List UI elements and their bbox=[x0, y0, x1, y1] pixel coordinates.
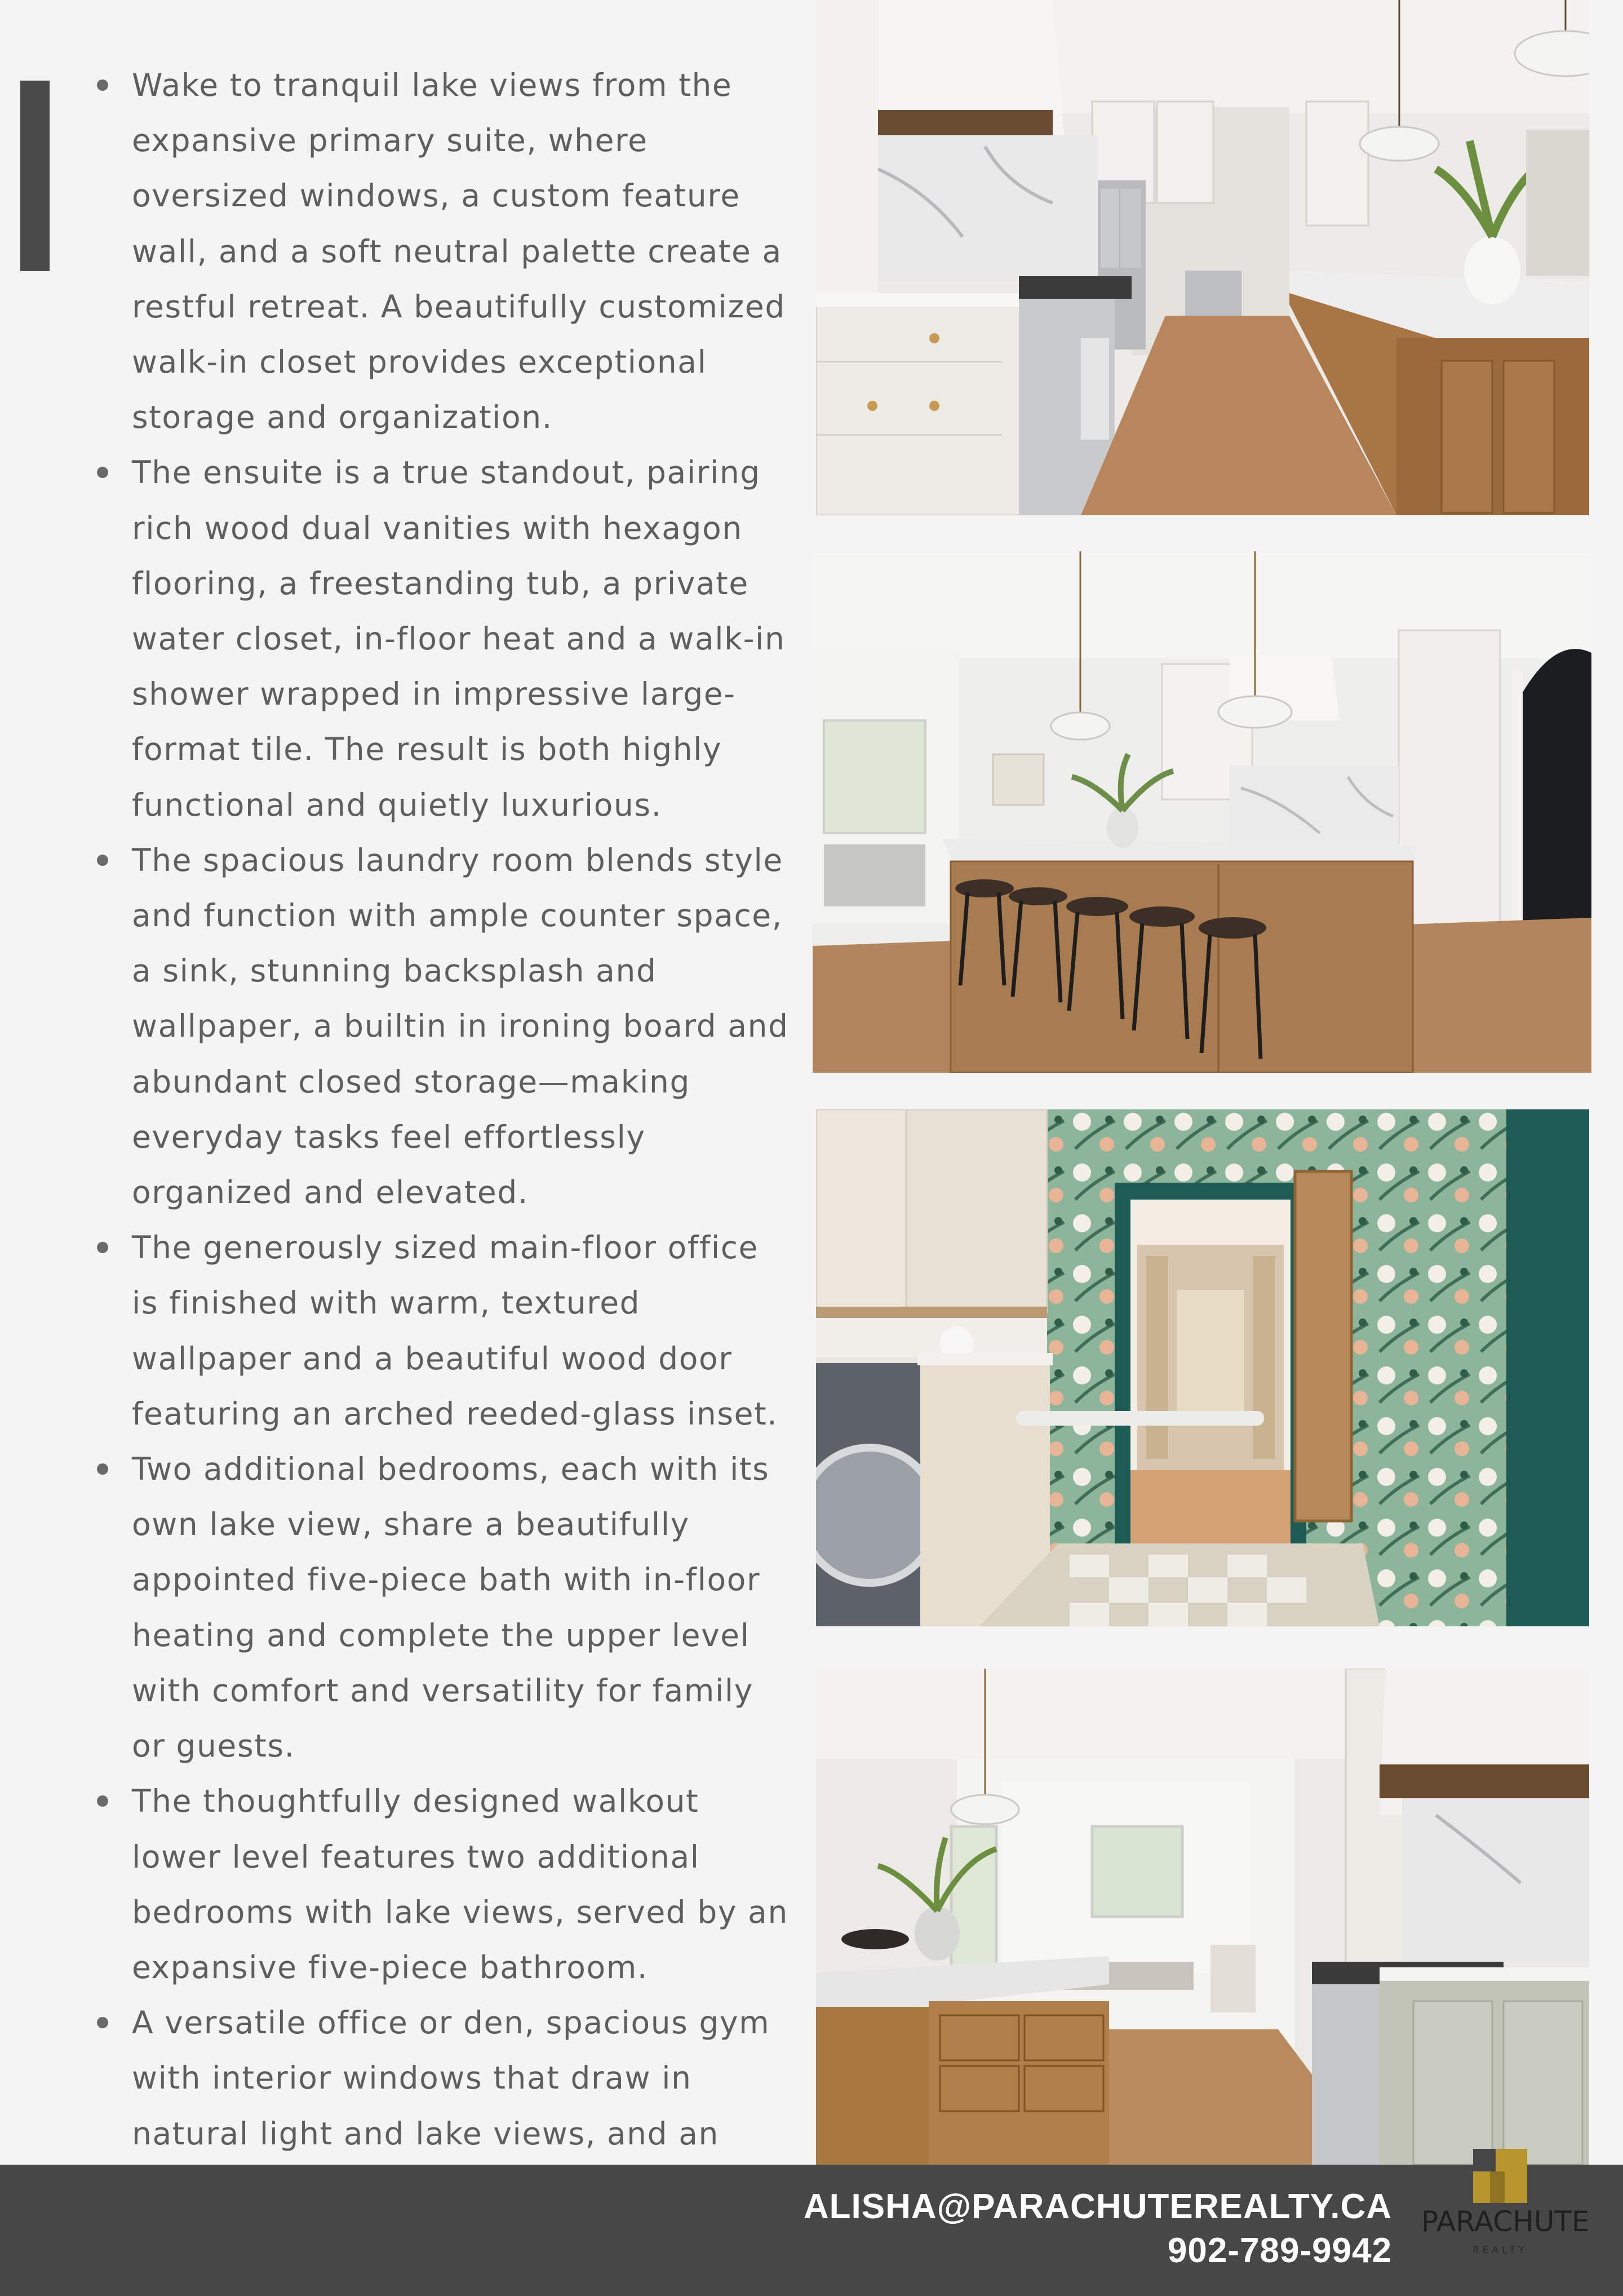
feature-text: The generously sized main-floor office is finished with warm, textured wallpaper and a beautiful wood door featuring an arched reeded-glass inset. bbox=[132, 1229, 778, 1432]
logo-sub: REALTY bbox=[1472, 2245, 1528, 2256]
feature-item bbox=[97, 1441, 796, 1773]
footer-bar bbox=[0, 2165, 1623, 2296]
feature-item bbox=[97, 1220, 796, 1441]
logo-brand: PARACHUTE bbox=[1421, 2205, 1590, 2238]
feature-item bbox=[97, 1773, 796, 1995]
bullet-icon bbox=[97, 2017, 108, 2028]
bullet-icon bbox=[97, 1463, 108, 1475]
kitchen-photo-1 bbox=[816, 0, 1589, 515]
contact-email[interactable]: ALISHA@PARACHUTEREALTY.CA bbox=[803, 2187, 1392, 2226]
feature-item bbox=[97, 833, 796, 1220]
bullet-icon bbox=[97, 1242, 108, 1253]
feature-text: The thoughtfully designed walkout lower level features two additional bedrooms with lake views, served by an expansive five-piece bathroom. bbox=[132, 1783, 788, 1985]
feature-text: A versatile office or den, spacious gym with interior windows that draw in natural light and lake views, and an bbox=[132, 2005, 770, 2152]
accent-bar bbox=[20, 81, 50, 271]
feature-text: Wake to tranquil lake views from the expansive primary suite, where oversized windows, a custom feature wall, and a soft neutral palette create a restful retreat. A beautifully customized walk-in closet provides exceptional storage and organization. bbox=[132, 67, 786, 436]
feature-list bbox=[97, 57, 796, 2272]
kitchen-photo-2 bbox=[813, 551, 1591, 1073]
kitchen-photo-3 bbox=[816, 1669, 1589, 2165]
feature-text: The spacious laundry room blends style and function with ample counter space, a sink, stunning backsplash and wallpaper, a builtin in ironing board and abundant closed storage—making everyday tasks feel effortlessly organized and elevated. bbox=[132, 842, 789, 1211]
brokerage-logo bbox=[1421, 2149, 1590, 2279]
contact-phone[interactable]: 902-789-9942 bbox=[1167, 2231, 1392, 2270]
contact-block bbox=[804, 2185, 1392, 2273]
parachute-logo-icon bbox=[1473, 2149, 1527, 2203]
feature-item bbox=[97, 445, 796, 832]
bullet-icon bbox=[97, 467, 108, 478]
feature-text: Two additional bedrooms, each with its own lake view, share a beautifully appointed five-piece bath with in-floor heating and complete the upper level with comfort and versatility for family or guests. bbox=[132, 1451, 770, 1764]
feature-item bbox=[97, 57, 796, 445]
laundry-photo bbox=[816, 1109, 1589, 1626]
bullet-icon bbox=[97, 855, 108, 866]
bullet-icon bbox=[97, 79, 108, 91]
feature-text: The ensuite is a true standout, pairing rich wood dual vanities with hexagon flooring, a freestanding tub, a private water closet, in-floor heat and a walk-in shower wrapped in impressive large-format tile. The result is both highly functional and quietly luxurious. bbox=[132, 454, 786, 823]
bullet-icon bbox=[97, 1795, 108, 1807]
